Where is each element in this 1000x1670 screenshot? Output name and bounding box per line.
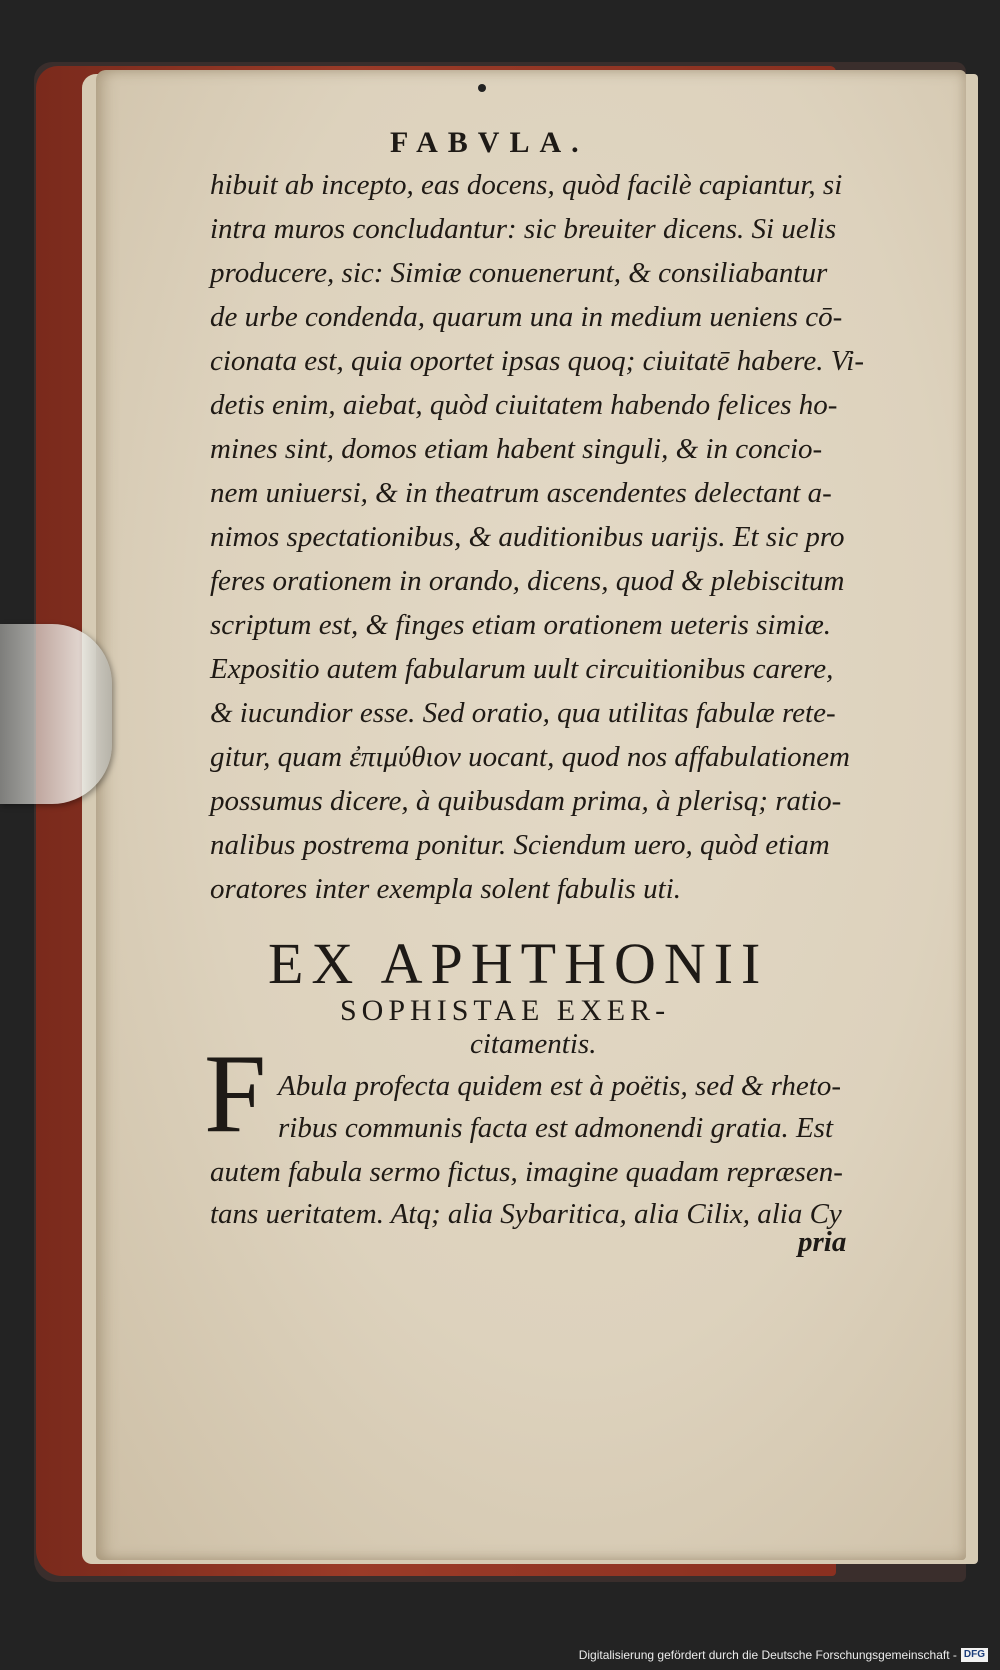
text-line: & iucundior esse. Sed oratio, qua utilitas fabulæ rete- [210,697,836,729]
drop-cap: F [204,1032,267,1156]
text-line: nalibus postrema ponitur. Sciendum uero, quòd etiam [210,829,830,861]
section-subtitle: SOPHISTAE EXER- [340,994,671,1027]
text-line: tans ueritatem. Atq; alia Sybaritica, alia Cilix, alia Cy [210,1198,842,1230]
text-line: hibuit ab incepto, eas docens, quòd facilè capiantur, si [210,169,843,201]
text-line: cionata est, quia oportet ipsas quoq; ciuitatē habere. Vi- [210,345,865,377]
text-line: scriptum est, & finges etiam orationem ueteris simiæ. [210,609,832,641]
text-line: oratores inter exempla solent fabulis uti. [210,873,681,905]
section-subtitle-continued: citamentis. [470,1028,597,1060]
text-line: nimos spectationibus, & auditionibus uarijs. Et sic pro [210,521,845,553]
page-clip [0,624,112,804]
credit-text: Digitalisierung gefördert durch die Deutsche Forschungsgemeinschaft - [578,1648,957,1662]
text-line: autem fabula sermo fictus, imagine quadam repræsen- [210,1156,843,1188]
text-line: mines sint, domos etiam habent singuli, & in concio- [210,433,823,465]
section-title: EX APHTHONII [268,931,769,996]
text-line: detis enim, aiebat, quòd ciuitatem habendo felices ho- [210,389,838,421]
text-line: ribus communis facta est admonendi gratia. Est [278,1112,834,1144]
text-line: Abula profecta quidem est à poëtis, sed & rheto- [278,1070,842,1102]
text-line: nem uniuersi, & in theatrum ascendentes delectant a- [210,477,832,509]
text-line: possumus dicere, à quibusdam prima, à plerisq; ratio- [210,785,842,817]
text-line: intra muros concludantur: sic breuiter dicens. Si uelis [210,213,837,245]
running-head: FABVLA. [390,126,589,159]
text-line: feres orationem in orando, dicens, quod & plebiscitum [210,565,845,597]
text-line: de urbe condenda, quarum una in medium ueniens cō- [210,301,843,333]
catchword: pria [798,1226,847,1258]
text-line: producere, sic: Simiæ conuenerunt, & consiliabantur [210,257,828,289]
text-line: Expositio autem fabularum uult circuitionibus carere, [210,653,834,685]
text-line: gitur, quam ἐπιμύθιον uocant, quod nos affabulationem [210,741,850,773]
dfg-logo[interactable]: DFG [961,1648,988,1662]
digitization-credit [579,1646,988,1664]
ink-mark [478,84,486,92]
